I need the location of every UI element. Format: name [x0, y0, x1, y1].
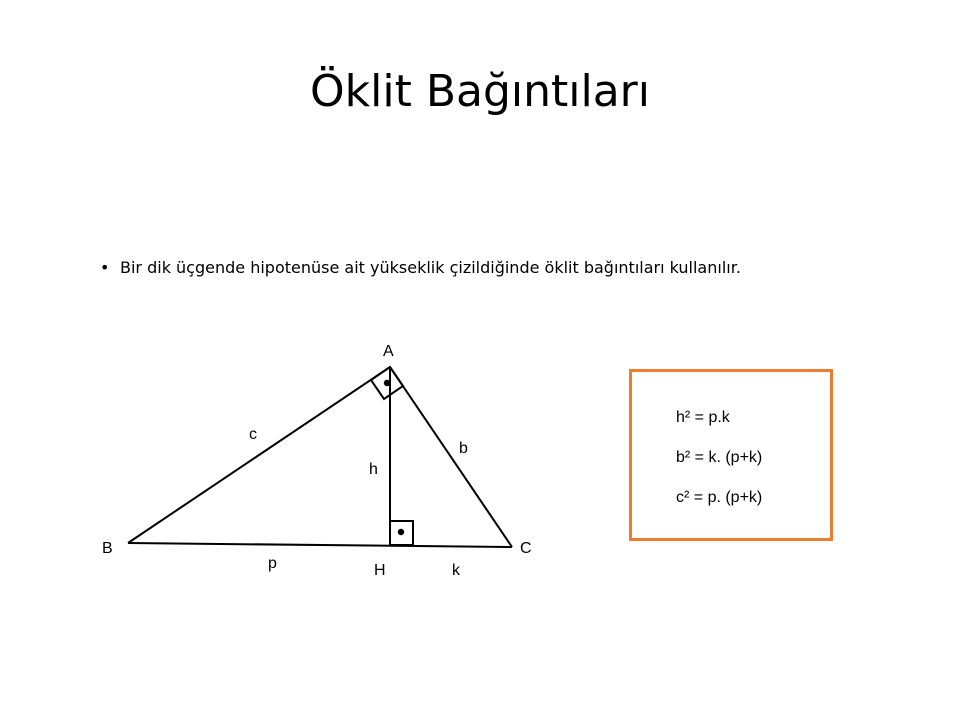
side-bc [128, 543, 512, 547]
formula-b-squared: b² = k. (p+k) [676, 449, 763, 466]
side-label-p: p [268, 555, 277, 572]
right-angle-dot-a [384, 380, 390, 386]
vertex-label-a: A [383, 343, 394, 360]
side-c [128, 367, 390, 543]
side-label-k: k [452, 562, 460, 579]
formula-height: h² = p.k [676, 409, 730, 426]
formula-c-squared: c² = p. (p+k) [676, 489, 763, 506]
vertex-label-h: H [374, 562, 386, 579]
right-angle-dot-h [398, 529, 404, 535]
side-label-c: c [249, 426, 257, 443]
formula-box [629, 369, 833, 541]
slide-title: Öklit Bağıntıları [310, 66, 650, 117]
side-label-h: h [369, 461, 378, 478]
bullet-dot: • [100, 258, 110, 277]
bullet-text: Bir dik üçgende hipotenüse ait yükseklik çizildiğinde öklit bağıntıları kullanılır. [120, 258, 741, 277]
vertex-label-c: C [520, 540, 532, 557]
vertex-label-b: B [102, 540, 113, 557]
side-label-b: b [459, 440, 468, 457]
